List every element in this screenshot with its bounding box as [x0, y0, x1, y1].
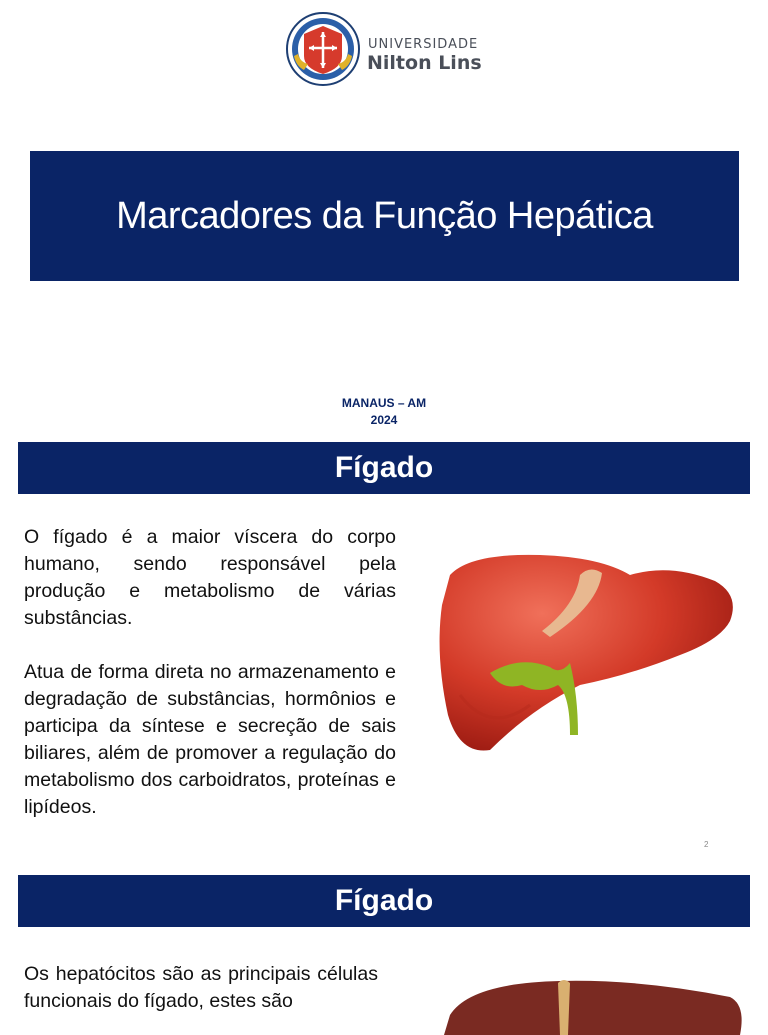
liver-illustration-icon — [440, 975, 750, 1035]
university-seal-icon — [286, 12, 360, 86]
section-heading-banner — [18, 442, 750, 494]
paragraph: Os hepatócitos são as principais células funcionais do fígado, estes são — [24, 963, 378, 1012]
logo-line-2: Nilton Lins — [367, 52, 482, 74]
paragraph: Atua de forma direta no armazenamento e degradação de substâncias, hormônios e participa da síntese e secreção de sais biliares, além de promover a regulação do metabolismo dos carboidratos, proteínas e lipídeos. — [24, 661, 396, 818]
university-logo — [286, 12, 486, 90]
title-banner — [30, 151, 739, 281]
page-number: 2 — [704, 840, 709, 849]
section-heading-banner — [18, 875, 750, 927]
section-heading: Fígado — [334, 451, 434, 484]
logo-line-1: UNIVERSIDADE — [368, 37, 479, 52]
liver-illustration-icon — [430, 545, 742, 760]
year-text: 2024 — [370, 413, 398, 427]
section-heading: Fígado — [334, 884, 434, 917]
location-block — [0, 395, 768, 429]
document-title: Marcadores da Função Hepática — [116, 194, 653, 237]
location-text: MANAUS – AM — [341, 396, 427, 410]
paragraph: O fígado é a maior víscera do corpo humano, sendo responsável pela produção e metabolismo de várias substâncias. — [24, 526, 396, 629]
